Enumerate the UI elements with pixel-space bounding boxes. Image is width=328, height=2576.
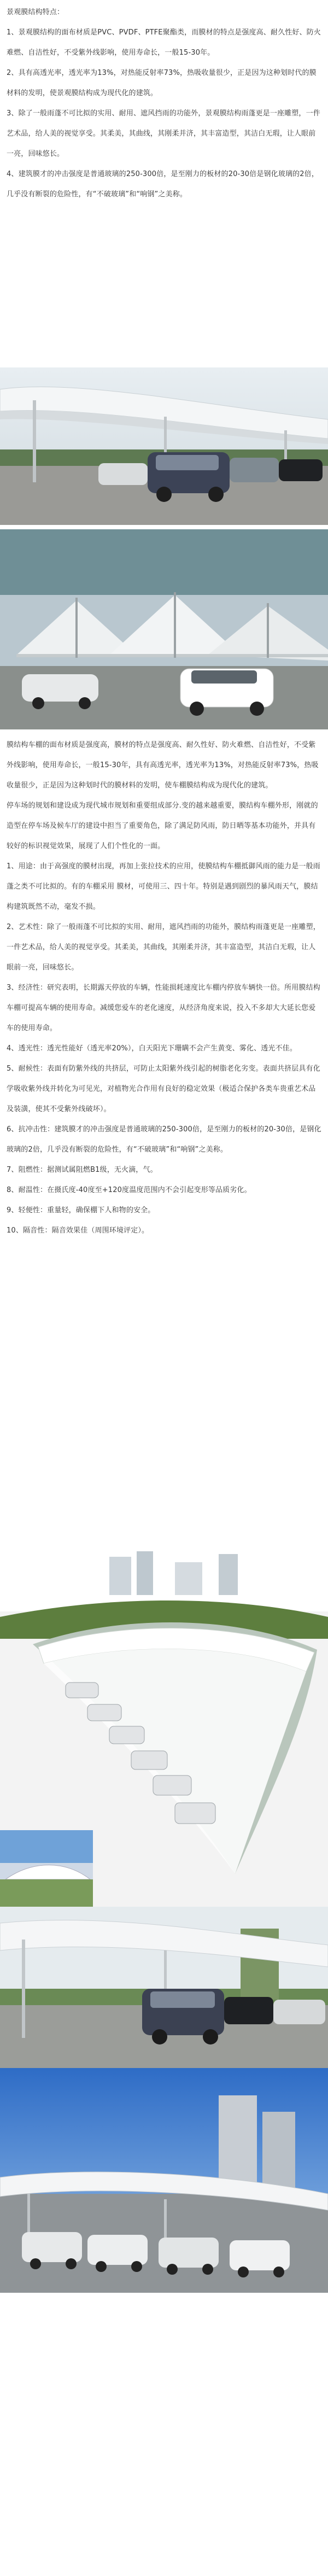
feature-point-3: 3、除了一般雨蓬不可比拟的实用、耐用、遮风挡雨的功能外，景观膜结构雨蓬更是一座雕塑，一件艺术品，给人美的视觉享受。其柔美，其曲线，其刚柔并济，其丰富造型，其洁白无瑕，让人眼前一亮，回味悠长。: [7, 109, 320, 158]
carport-intro: 膜结构车棚的面布材质是强度高，膜材的特点是强度高、耐久性好、防火难燃、自洁性好，不受紫外线影响，使用寿命长，一般15-30年，具有高透光率，透光率为13%，对热能反射率73%，热吸收量很少，正是因为这种划时代的膜材料的发明，使车棚膜结构成为现代化的建筑。: [7, 741, 319, 790]
carport-point-5: 5、耐候性：表面有防紫外线的共挤层，可防止太阳紫外线引起的树脂老化劣变。表面共挤层具有化学吸收紫外线并转化为可见光，对植物光合作用有良好的稳定效果（极适合保护各类车贵重艺术品及装潢，使其不受紫外线破坏）。: [7, 1065, 320, 1113]
features-heading: 景观膜结构特点：: [7, 8, 65, 16]
carport-point-9: 9、轻便性：重量轻，确保棚下人和物的安全。: [7, 1206, 155, 1214]
carport-point-7: 7、阻燃性：据测试属阻燃B1级，无火滴，气。: [7, 1166, 157, 1174]
photo-canopy-blue-sky: [0, 2068, 328, 2293]
features-section: [0, 0, 328, 367]
feature-point-4: 4、建筑膜才的冲击强度是普通玻璃的250-300倍，是至刚力的板材的20-30倍是钢化玻璃的2倍，几乎没有断裂的危险性，有“不破玻璃”和“响钢”之美称。: [7, 170, 319, 198]
photo-parking-canopy-1: [0, 367, 328, 525]
carport-point-10: 10、隔音性：隔音效果佳（周围环境评定）。: [7, 1226, 149, 1235]
feature-point-1: 1、景观膜结构的面布材质是PVC、PVDF、PTFE聚酯类，而膜材的特点是强度高、耐久性好、防火难燃、自洁性好，不受紫外线影响，使用寿命长，一般15-30年。: [7, 28, 321, 57]
feature-point-2: 2、具有高透光率，透光率为13%，对热能反射率73%，热吸收量很少，正是因为这种划时代的膜材料的发明，使景观膜结构成为现代化的建筑。: [7, 69, 317, 97]
carport-point-1: 1、用途：由于高强度的膜材出现，再加上张拉技术的应用，使膜结构车棚抵御风雨的能力是一般雨蓬之类不可比拟的。有的车棚采用 膜材，可使用三、四十年。特别是遇到剧烈的暴风雨天气，膜结构建筑既然不动，毫发不损。: [7, 862, 320, 911]
carport-point-4: 4、透光性：透光性能好（透光率20%），白天阳光下珊瞒不会产生黄变、雾化、透光不佳。: [7, 1044, 297, 1053]
photo-tent-canopy: [0, 529, 328, 729]
carport-point-3: 3、经济性：研究表明，长期露天停放的车辆，性能损耗速度比车棚内停放车辆快一倍。所用膜结构车棚可提高车辆的使用寿命。减缓您爱车的老化速度，从经济角度来说，投入不多却大大延长您爱车的使用寿命。: [7, 984, 320, 1032]
carport-section: [0, 729, 328, 1546]
carport-point-8: 8、耐温性：在摄氏度-40度至+120度温度范围内不会引起变形等品质劣化。: [7, 1186, 251, 1194]
carport-planning: 停车场的规划和建设成为现代城市规划和重要组成部分.变的越来越重要，膜结构车棚外形，刚就的造型在停车场及候车厅的建设中担当了重要角色，除了满足防风雨，防日晒等基本功能外，并具有较好的标识视觉效果，展现了人们个性化的一面。: [7, 802, 318, 850]
carport-point-2: 2、艺术性：除了一般雨蓬不可比拟的实用、耐用，遮风挡雨的功能外，膜结构雨蓬更是一座雕塑，一件艺术品，给人美的视觉享受。其柔美，其曲线，其刚柔并济，其丰富造型，其洁白无瑕，让人眼前一亮，回味悠长。: [7, 923, 320, 972]
carport-point-6: 6、抗冲击性：建筑膜才的冲击强度是普通玻璃的250-300倍，是至刚力的板材的20-30倍，是钢化玻璃的2倍，几乎没有断裂的危险性，有“不破玻璃”和“响钢”之美称。: [7, 1125, 321, 1154]
photo-canopy-render: [0, 1546, 328, 1907]
photo-parking-canopy-2: [0, 1907, 328, 2068]
